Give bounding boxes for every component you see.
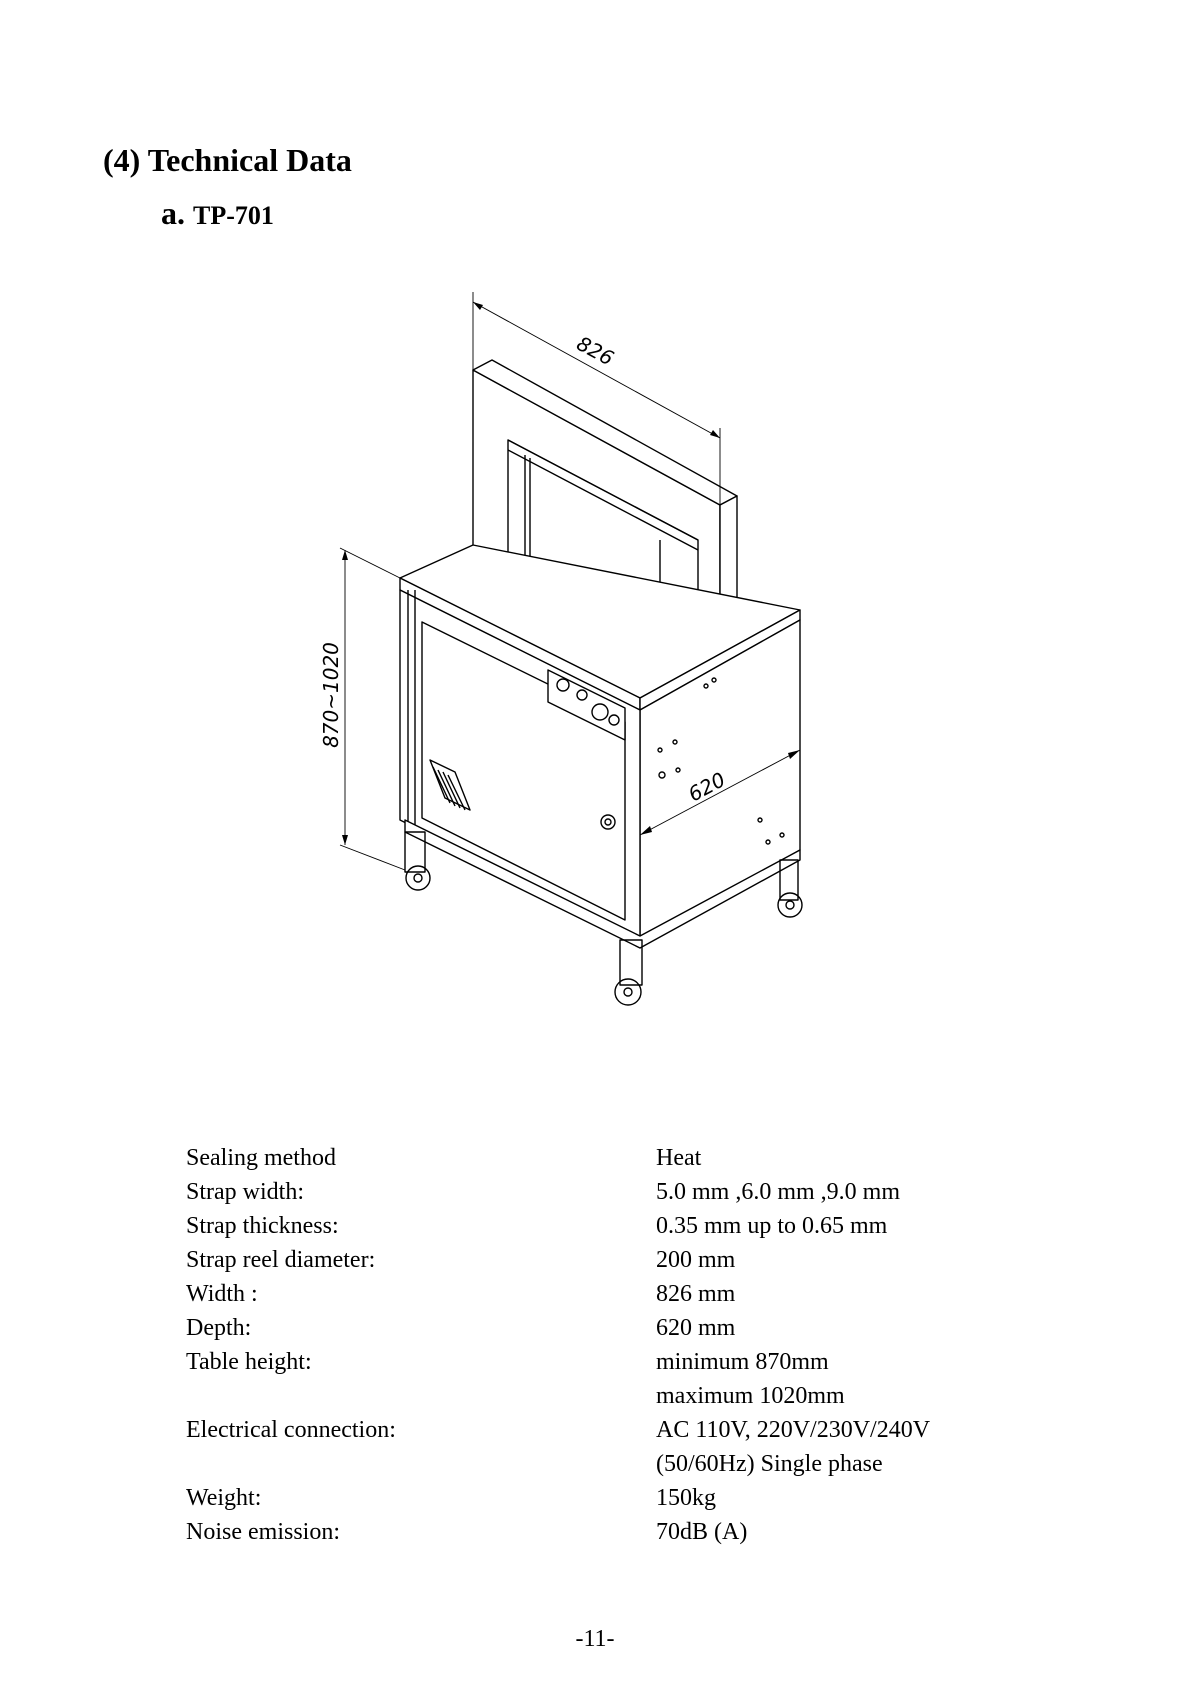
spec-row xyxy=(186,1281,1006,1315)
spec-row xyxy=(186,1315,1006,1349)
spec-value: (50/60Hz) Single phase xyxy=(656,1451,883,1477)
spec-row xyxy=(186,1519,1006,1553)
spec-value: 5.0 mm ,6.0 mm ,9.0 mm xyxy=(656,1179,901,1205)
spec-label: Electrical connection: xyxy=(186,1417,396,1443)
section-title xyxy=(103,142,352,179)
page-number: -11- xyxy=(575,1626,615,1652)
spec-value: AC 110V, 220V/230V/240V xyxy=(656,1417,931,1443)
spec-row xyxy=(186,1417,1006,1451)
spec-row xyxy=(186,1451,1006,1485)
spec-row xyxy=(186,1485,1006,1519)
spec-row xyxy=(186,1179,1006,1213)
spec-row xyxy=(186,1145,1006,1179)
section-title-text: Technical Data xyxy=(147,142,352,178)
spec-row xyxy=(186,1247,1006,1281)
spec-value: 620 mm xyxy=(656,1315,736,1341)
dimension-height: 870~1020 xyxy=(319,642,343,748)
spec-label: Strap thickness: xyxy=(186,1213,339,1239)
spec-row xyxy=(186,1349,1006,1383)
spec-value: 70dB (A) xyxy=(656,1519,748,1545)
spec-value: 200 mm xyxy=(656,1247,736,1273)
spec-label: Sealing method xyxy=(186,1145,336,1171)
spec-value: Heat xyxy=(656,1145,702,1171)
spec-label: Strap width: xyxy=(186,1179,304,1205)
model-name: TP-701 xyxy=(193,201,274,230)
caster-wheel xyxy=(615,979,641,1005)
spec-value: minimum 870mm xyxy=(656,1349,829,1375)
spec-label: Strap reel diameter: xyxy=(186,1247,376,1273)
spec-row xyxy=(186,1383,1006,1417)
spec-value: 150kg xyxy=(656,1485,716,1511)
spec-label: Depth: xyxy=(186,1315,252,1341)
spec-label: Table height: xyxy=(186,1349,312,1375)
spec-value: maximum 1020mm xyxy=(656,1383,845,1409)
spec-label: Weight: xyxy=(186,1485,262,1511)
spec-label: Noise emission: xyxy=(186,1519,340,1545)
subsection-title xyxy=(161,195,274,232)
machine-drawing xyxy=(300,260,820,1020)
caster-wheel xyxy=(406,866,430,890)
section-number: (4) xyxy=(103,142,141,178)
spec-row xyxy=(186,1213,1006,1247)
caster-wheel xyxy=(778,893,802,917)
dimension-depth: 620 xyxy=(684,767,730,807)
dimension-width: 826 xyxy=(572,331,618,371)
subsection-letter: a. xyxy=(161,195,185,231)
spec-value: 0.35 mm up to 0.65 mm xyxy=(656,1213,888,1239)
spec-label: Width : xyxy=(186,1281,258,1307)
spec-value: 826 mm xyxy=(656,1281,736,1307)
